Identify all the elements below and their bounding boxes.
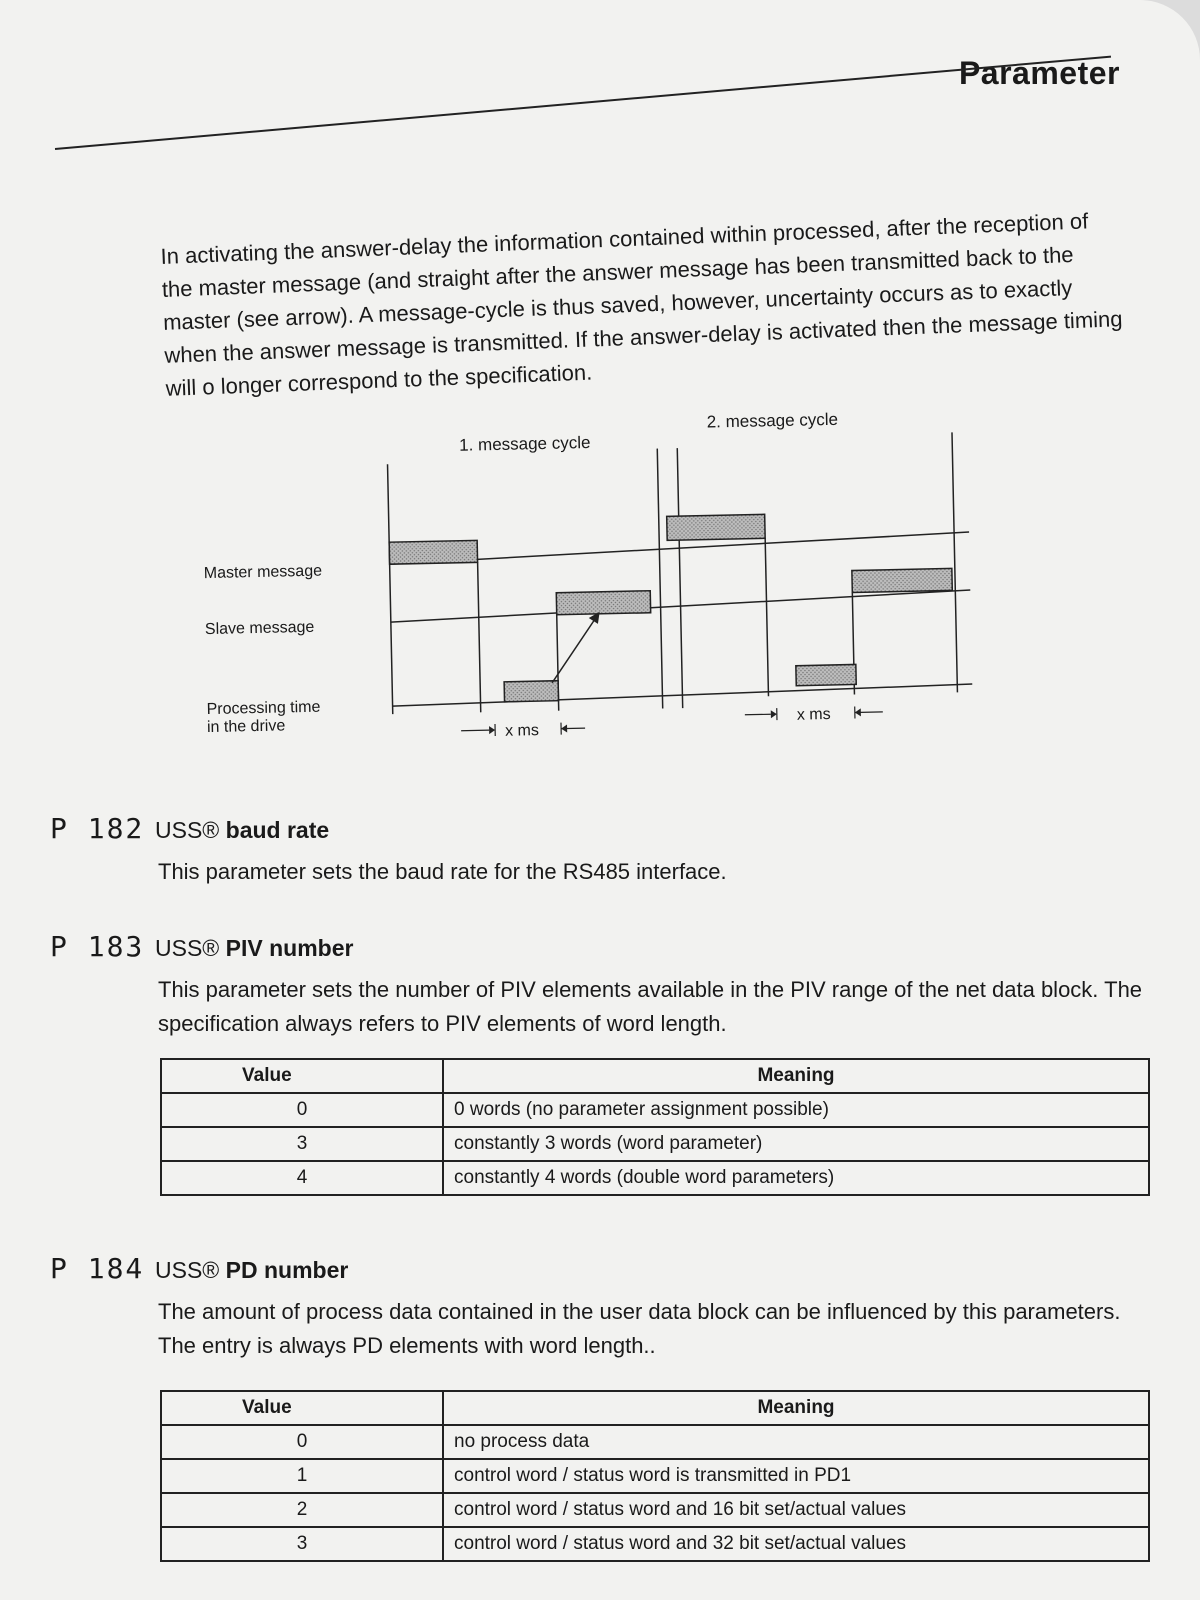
meaning-cell: control word / status word and 32 bit set/actual values [443, 1527, 1149, 1561]
slave-message-block [556, 591, 650, 615]
param-p183 [50, 930, 1170, 1041]
param-title: USS® baud rate [155, 817, 330, 843]
param-number: P 182 [50, 812, 145, 845]
table-row [161, 1459, 1149, 1493]
header-rule [55, 56, 1111, 150]
column-header-meaning: Meaning [443, 1391, 1149, 1425]
message-timing-diagram [190, 410, 990, 750]
table-row [161, 1527, 1149, 1561]
column-header-meaning: Meaning [443, 1059, 1149, 1093]
master-message-block [389, 540, 477, 564]
cycle-boundary-line [677, 448, 682, 708]
row-label-slave: Slave message [204, 618, 315, 639]
cycle-boundary-line [388, 464, 393, 714]
table-row [161, 1127, 1149, 1161]
meaning-cell: constantly 4 words (double word parameters) [443, 1161, 1149, 1195]
param-title: USS® PIV number [155, 935, 354, 961]
delay-label: x ms [504, 722, 540, 740]
delay-label: x ms [796, 705, 831, 724]
processing-block [796, 664, 856, 685]
param-p182 [50, 812, 1170, 889]
table-row [161, 1425, 1149, 1459]
value-cell: 3 [161, 1527, 443, 1561]
page-header-title: Parameter [958, 55, 1120, 91]
param-title: USS® PD number [155, 1257, 349, 1283]
processing-block [504, 681, 558, 702]
value-cell: 1 [161, 1459, 443, 1493]
slave-message-block [852, 568, 952, 592]
table-row [161, 1093, 1149, 1127]
cycle1-label: 1. message cycle [458, 432, 591, 455]
table-row [161, 1161, 1149, 1195]
param-number: P 184 [50, 1252, 145, 1285]
value-cell: 3 [161, 1127, 443, 1161]
meaning-cell: 0 words (no parameter assignment possible) [443, 1093, 1149, 1127]
pd-number-table [160, 1390, 1150, 1562]
row-label-master: Master message [203, 562, 323, 583]
column-header-value: Value [161, 1059, 443, 1093]
value-cell: 4 [161, 1161, 443, 1195]
intro-paragraph: In activating the answer-delay the information contained within processed, after the reception of the master message (and straight after the answer message has been transmitted back to the master (see arrow). A message-cycle is thus saved, however, uncertainty occurs as to exactly when the answer message is transmitted. If the answer-delay is activated then the message timing will o longer correspond to the specification. [160, 208, 1123, 401]
value-cell: 0 [161, 1425, 443, 1459]
column-header-value: Value [161, 1391, 443, 1425]
param-number: P 183 [50, 930, 145, 963]
param-description: The amount of process data contained in the user data block can be influenced by this parameters. The entry is always PD elements with word length.. [158, 1299, 1121, 1358]
master-message-block [667, 514, 765, 540]
meaning-cell: control word / status word is transmitted in PD1 [443, 1459, 1149, 1493]
cycle2-label: 2. message cycle [706, 410, 839, 432]
cycle-boundary-line [952, 432, 957, 692]
row-label-processing: Processing time [206, 698, 321, 719]
piv-number-table [160, 1058, 1150, 1196]
meaning-cell: control word / status word and 16 bit set/actual values [443, 1493, 1149, 1527]
param-description: This parameter sets the baud rate for the RS485 interface. [158, 859, 727, 884]
param-description: This parameter sets the number of PIV elements available in the PIV range of the net data block. The specification always refers to PIV elements of word length. [158, 977, 1143, 1036]
value-cell: 2 [161, 1493, 443, 1527]
cycle-boundary-line [657, 449, 662, 709]
table-row [161, 1493, 1149, 1527]
value-cell: 0 [161, 1093, 443, 1127]
row-label-processing-2: in the drive [206, 717, 286, 737]
param-p184 [50, 1252, 1170, 1363]
meaning-cell: no process data [443, 1425, 1149, 1459]
meaning-cell: constantly 3 words (word parameter) [443, 1127, 1149, 1161]
